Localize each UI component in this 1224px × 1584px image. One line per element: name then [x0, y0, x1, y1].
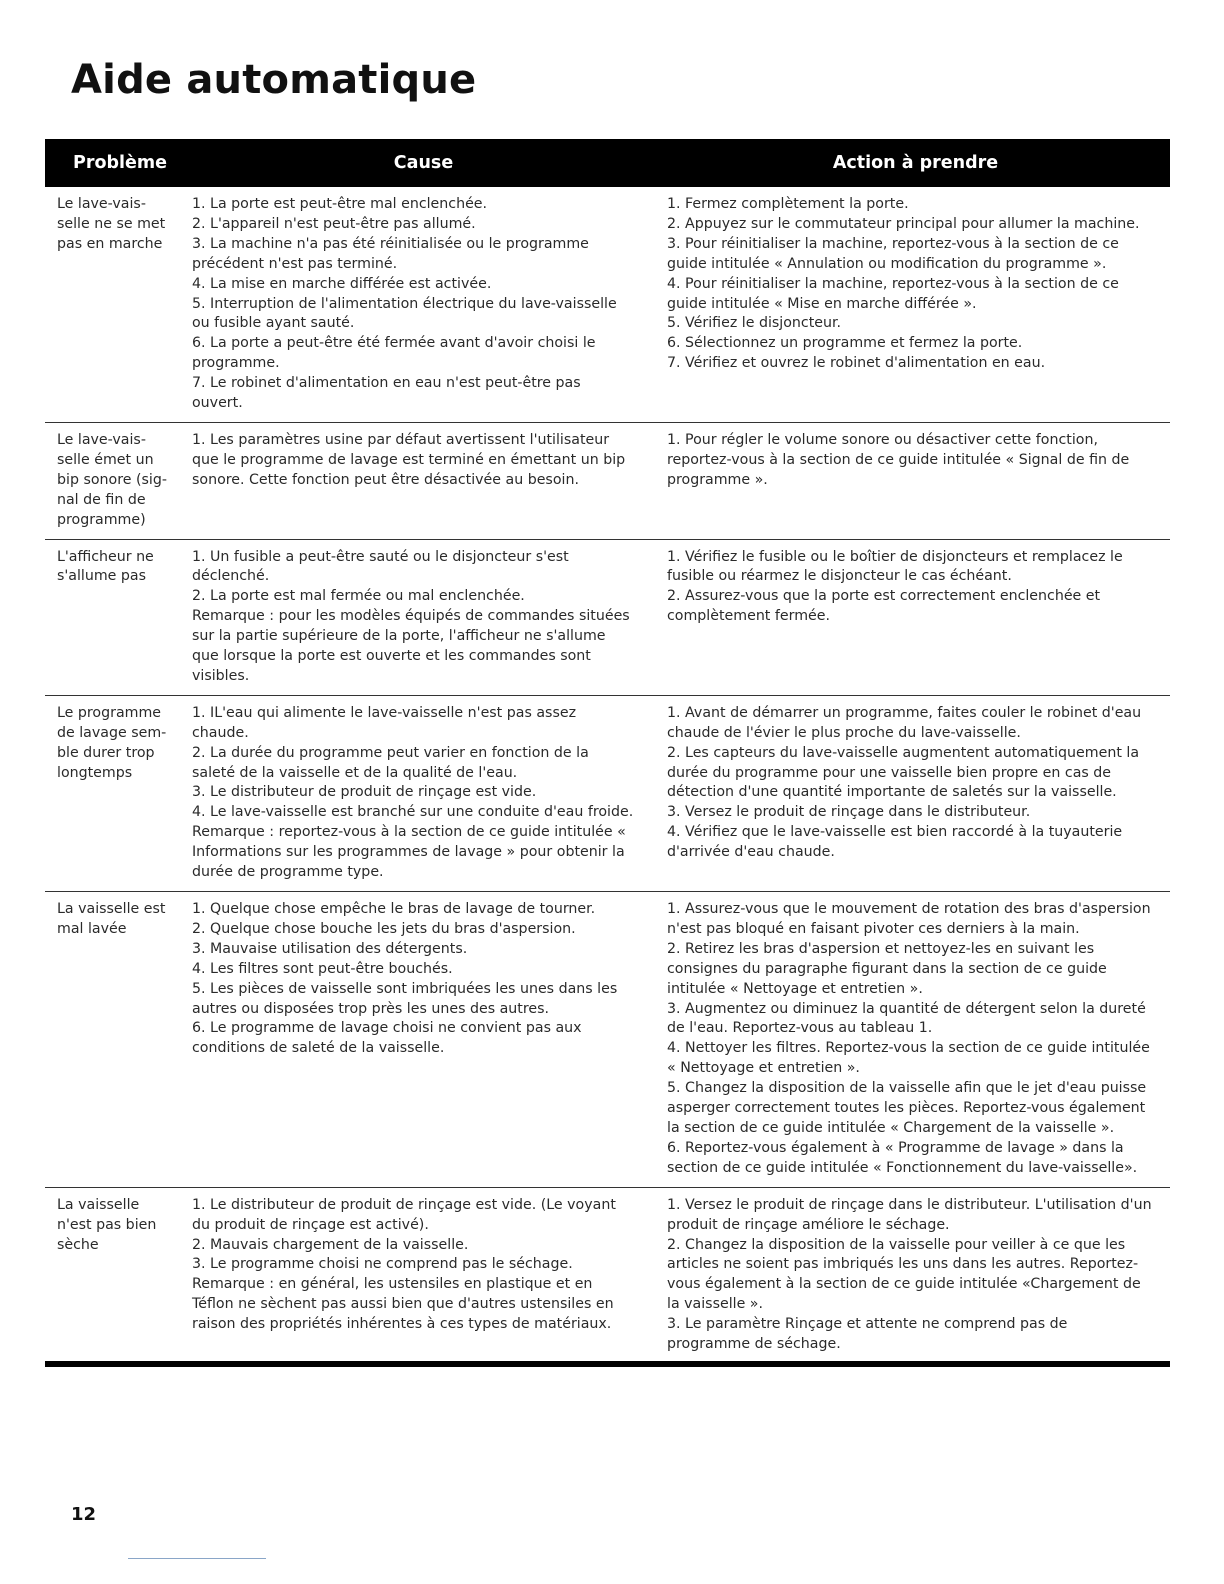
cause-line: 4. Les filtres sont peut-être bouchés. [192, 960, 453, 977]
table-row [45, 1187, 1170, 1364]
header-cause: Cause [186, 139, 661, 187]
cause-cell [186, 1187, 661, 1364]
problem-line: n'est pas bien [57, 1216, 157, 1233]
action-cell [661, 892, 1170, 1188]
cause-line: 2. Mauvais chargement de la vaisselle. [192, 1236, 469, 1253]
cause-cell [186, 187, 661, 422]
action-line: 5. Changez la disposition de la vaisselle afin que le jet d'eau puisse asperger correctement toutes les pièces. Reportez-vous également la section de ce guide intitulée « Chargement de la vaisselle ». [667, 1080, 1147, 1136]
cause-line: 6. La porte a peut-être été fermée avant d'avoir choisi le programme. [192, 335, 596, 372]
action-cell [661, 695, 1170, 891]
cause-line: 3. Le programme choisi ne comprend pas le séchage. [192, 1256, 573, 1273]
table-body [45, 187, 1170, 1364]
problem-line: programme) [57, 511, 146, 528]
problem-line: Le lave-vais- [57, 431, 146, 448]
problem-line: s'allume pas [57, 568, 147, 585]
problem-line: Le programme [57, 704, 162, 721]
cause-line: Remarque : pour les modèles équipés de commandes situées sur la partie supérieure de la porte, l'afficheur ne s'allume que lorsque la porte est ouverte et les commandes sont visibles. [192, 608, 630, 684]
action-line: 3. Augmentez ou diminuez la quantité de détergent selon la dureté de l'eau. Reportez-vous au tableau 1. [667, 1000, 1146, 1037]
page-title: Aide automatique [71, 57, 477, 103]
cause-line: 6. Le programme de lavage choisi ne convient pas aux conditions de saleté de la vaisselle. [192, 1020, 582, 1057]
table-row [45, 187, 1170, 422]
footer-divider [128, 1558, 266, 1559]
problem-cell [45, 187, 186, 422]
cause-line: 1. La porte est peut-être mal enclenchée. [192, 196, 488, 212]
cause-line: 3. La machine n'a pas été réinitialisée ou le programme précédent n'est pas terminé. [192, 235, 589, 272]
action-line: 4. Nettoyer les filtres. Reportez-vous la section de ce guide intitulée « Nettoyage et entretien ». [667, 1040, 1150, 1077]
problem-line: mal lavée [57, 920, 127, 937]
header-action: Action à prendre [661, 139, 1170, 187]
problem-line: nal de fin de [57, 491, 146, 508]
problem-cell [45, 695, 186, 891]
problem-line: longtemps [57, 764, 133, 781]
problem-line: pas en marche [57, 235, 163, 252]
table-row [45, 422, 1170, 539]
problem-line: sèche [57, 1236, 99, 1253]
cause-line: 4. La mise en marche différée est activée. [192, 275, 492, 292]
action-line: 6. Sélectionnez un programme et fermez la porte. [667, 335, 1023, 352]
cause-line: Remarque : reportez-vous à la section de ce guide intitulée « Informations sur les programmes de lavage » pour obtenir la durée de programme type. [192, 824, 626, 881]
action-line: 1. Vérifiez le fusible ou le boîtier de disjoncteurs et remplacez le fusible ou réarmez le disjoncteur le cas échéant. [667, 548, 1123, 585]
action-line: 2. Changez la disposition de la vaisselle pour veiller à ce que les articles ne soient pas imbriqués les uns dans les autres. Reportez-vous également à la section de ce guide intitulée «Chargement de la vaisselle ». [667, 1236, 1141, 1313]
problem-cell [45, 892, 186, 1188]
action-line: 3. Pour réinitialiser la machine, reportez-vous à la section de ce guide intitulée « Annulation ou modification du programme ». [667, 235, 1119, 272]
cause-cell [186, 539, 661, 695]
table-row [45, 539, 1170, 695]
problem-line: selle ne se met [57, 215, 166, 232]
cause-line: 3. Mauvaise utilisation des détergents. [192, 940, 468, 957]
problem-line: La vaisselle est [57, 901, 166, 917]
action-line: 7. Vérifiez et ouvrez le robinet d'alimentation en eau. [667, 355, 1046, 372]
cause-line: 3. Le distributeur de produit de rinçage est vide. [192, 784, 537, 801]
table-header-row [45, 139, 1170, 187]
cause-line: 1. Quelque chose empêche le bras de lavage de tourner. [192, 901, 596, 917]
problem-line: L'afficheur ne [57, 548, 154, 565]
action-cell [661, 422, 1170, 539]
action-line: 5. Vérifiez le disjoncteur. [667, 315, 842, 332]
cause-cell [186, 695, 661, 891]
action-line: 2. Retirez les bras d'aspersion et nettoyez-les en suivant les consignes du paragraphe figurant dans la section de ce guide intitulée « Nettoyage et entretien ». [667, 940, 1107, 997]
problem-line: bip sonore (sig- [57, 471, 167, 488]
cause-line: 2. Quelque chose bouche les jets du bras d'aspersion. [192, 920, 576, 937]
cause-line: 2. L'appareil n'est peut-être pas allumé. [192, 215, 476, 232]
action-line: 1. Avant de démarrer un programme, faites couler le robinet d'eau chaude de l'évier le plus proche du lave-vaisselle. [667, 704, 1142, 741]
cause-cell [186, 892, 661, 1188]
problem-line: Le lave-vais- [57, 196, 146, 212]
problem-line: de lavage sem- [57, 724, 167, 741]
page-number: 12 [71, 1504, 97, 1525]
cause-line: 4. Le lave-vaisselle est branché sur une conduite d'eau froide. [192, 804, 634, 821]
action-line: 2. Appuyez sur le commutateur principal pour allumer la machine. [667, 215, 1140, 232]
cause-line: Remarque : en général, les ustensiles en plastique et en Téflon ne sèchent pas aussi bien que d'autres ustensiles en raison des propriétés inhérentes à ces types de matériaux. [192, 1276, 614, 1333]
problem-line: ble durer trop [57, 744, 155, 761]
action-line: 1. Versez le produit de rinçage dans le distributeur. L'utilisation d'un produit de rinçage améliore le séchage. [667, 1196, 1152, 1233]
cause-cell [186, 422, 661, 539]
action-line: 3. Le paramètre Rinçage et attente ne comprend pas de programme de séchage. [667, 1316, 1068, 1353]
action-cell [661, 539, 1170, 695]
cause-line: 7. Le robinet d'alimentation en eau n'est peut-être pas ouvert. [192, 375, 581, 412]
cause-line: 1. Un fusible a peut-être sauté ou le disjoncteur s'est déclenché. [192, 548, 569, 585]
cause-line: 1. Les paramètres usine par défaut avertissent l'utilisateur que le programme de lavage est terminé en émettant un bip sonore. Cette fonction peut être désactivée au besoin. [192, 431, 626, 488]
action-cell [661, 187, 1170, 422]
problem-cell [45, 422, 186, 539]
cause-line: 5. Interruption de l'alimentation électrique du lave-vaisselle ou fusible ayant sauté. [192, 295, 617, 332]
problem-line: La vaisselle [57, 1196, 140, 1213]
cause-line: 1. Le distributeur de produit de rinçage est vide. (Le voyant du produit de rinçage est activé). [192, 1196, 616, 1233]
table-row [45, 695, 1170, 891]
action-line: 6. Reportez-vous également à « Programme de lavage » dans la section de ce guide intitulée « Fonctionnement du lave-vaisselle». [667, 1139, 1138, 1176]
cause-line: 1. IL'eau qui alimente le lave-vaisselle n'est pas assez chaude. [192, 704, 577, 741]
action-line: 1. Assurez-vous que le mouvement de rotation des bras d'aspersion n'est pas bloqué en faisant pivoter ces derniers à la main. [667, 901, 1151, 937]
action-cell [661, 1187, 1170, 1364]
troubleshooting-table [45, 139, 1170, 1367]
cause-line: 5. Les pièces de vaisselle sont imbriquées les unes dans les autres ou disposées trop près les unes des autres. [192, 980, 618, 1017]
action-line: 3. Versez le produit de rinçage dans le distributeur. [667, 804, 1031, 821]
problem-cell [45, 1187, 186, 1364]
action-line: 4. Vérifiez que le lave-vaisselle est bien raccordé à la tuyauterie d'arrivée d'eau chaude. [667, 824, 1123, 861]
action-line: 2. Assurez-vous que la porte est correctement enclenchée et complètement fermée. [667, 588, 1101, 625]
problem-cell [45, 539, 186, 695]
action-line: 4. Pour réinitialiser la machine, reportez-vous à la section de ce guide intitulée « Mise en marche différée ». [667, 275, 1119, 312]
table-row [45, 892, 1170, 1188]
cause-line: 2. La porte est mal fermée ou mal enclenchée. [192, 588, 525, 605]
problem-line: selle émet un [57, 451, 154, 468]
action-line: 1. Fermez complètement la porte. [667, 196, 909, 212]
action-line: 2. Les capteurs du lave-vaisselle augmentent automatiquement la durée du programme pour une vaisselle bien propre en cas de détection d'une quantité importante de saletés sur la vaisselle. [667, 744, 1140, 801]
action-line: 1. Pour régler le volume sonore ou désactiver cette fonction, reportez-vous à la section de ce guide intitulée « Signal de fin de programme ». [667, 431, 1130, 488]
header-problem: Problème [45, 139, 186, 187]
cause-line: 2. La durée du programme peut varier en fonction de la saleté de la vaisselle et de la qualité de l'eau. [192, 744, 589, 781]
